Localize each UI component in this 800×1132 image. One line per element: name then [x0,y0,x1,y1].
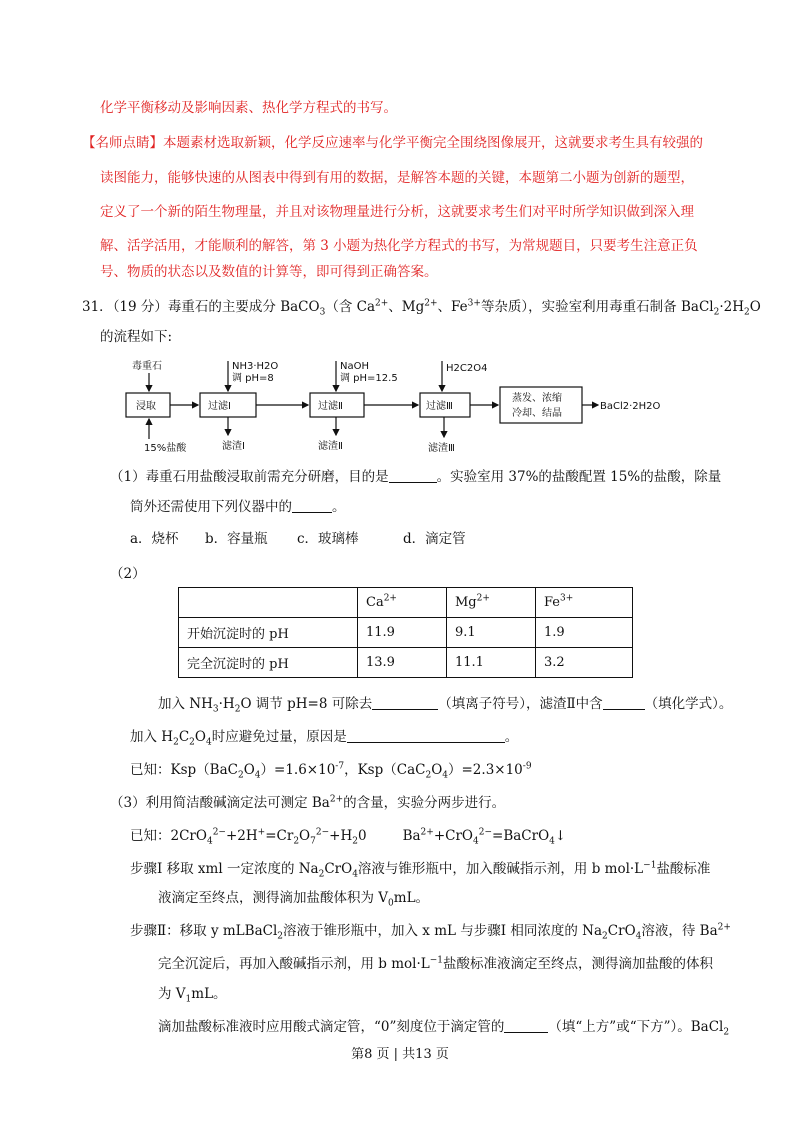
p1-option-b: b．容量瓶 [205,531,268,547]
process-flowchart [122,357,722,457]
p2-label: （2） [110,566,146,582]
flow-reagent2-a: NaOH [340,361,369,372]
p3-label: （3）利用简洁酸碱滴定法可测定 $Ba^{2+}$的含量，实验分两步进行。 [110,794,506,811]
flow-step-filter1-label: 过滤Ⅰ [208,401,231,412]
flow-acid-label: 15%盐酸 [144,443,187,454]
p3-known: 已知：$2CrO_4^{2-}+2H^+=Cr_2O_7^{2-}+H_20$ $Ba^{2+}+CrO_4^{2-}=BaCrO_4↓$ [130,827,567,847]
tip-tag: 【名师点睛】 [82,135,163,151]
p3-step1-line1: 步骤Ⅰ 移取 xml 一定浓度的 $Na_2CrO_4$溶液与锥形瓶中，加入酸碱指示剂，用 b $mol\cdot L^{-1}$盐酸标准 [130,860,711,880]
table-row: 开始沉淀时的 pH 11.9 9.1 1.9 [179,618,633,648]
analysis-tail: 化学平衡移动及影响因素、热化学方程式的书写。 [100,100,397,116]
p1-line2: 筒外还需使用下列仪器中的 。 [130,499,346,515]
flow-reagent2-b: 调 pH=12.5 [340,373,398,384]
flow-step-crystallize-a: 蒸发、浓缩 [512,393,562,404]
q31-intro: 31．（19 分）毒重石的主要成分 BaCO$_3$（含 $Ca^{2+}$、$Mg^{2+}$、$Fe^{3+}$等杂质），实验室利用毒重石制备 $BaCl_2\cdot 2H_2O$ [82,298,761,318]
page-footer: 第8 页 | 共13 页 [351,1047,449,1062]
table-row: 完全沉淀时的 pH 13.9 11.1 3.2 [179,648,633,678]
tip-line-2: 读图能力，能够快速的从图表中得到有用的数据，是解答本题的关键，本题第二小题为创新的题型， [100,170,694,186]
p3-step1-line2: 液滴定至终点，测得滴加盐酸体积为 $V_0mL$。 [158,890,430,909]
tip-line-3: 定义了一个新的陌生物理量，并且对该物理量进行分析，这就要求考生们对平时所学知识做到深入理 [100,204,694,220]
flow-raw-label: 毒重石 [132,361,162,372]
p2-known: 已知：$Ksp(BaC_2O_4)=1.6\times 10^{-7}$，$Ksp(CaC_2O_4)=2.3\times 10^{-9}$ [130,761,532,781]
table-header-mg: $Mg^{2+}$ [447,588,536,618]
flow-reagent1-a: NH3·H2O [232,361,279,372]
tip-line-1: 【名师点睛】本题素材选取新颖，化学反应速率与化学平衡完全围绕图像展开，这就要求考生具有较强的 [82,135,703,151]
flow-residue3: 滤渣Ⅲ [428,443,455,454]
q31-intro-line2: 的流程如下: [100,329,173,345]
p3-step2-line1: 步骤Ⅱ：移取 y mLBaCl$_2$溶液于锥形瓶中，加入 x mL 与步骤Ⅰ 相同浓度的 $Na_2CrO_4$溶液，待 $Ba^{2+}$ [130,922,731,942]
flow-residue1: 滤渣Ⅰ [222,441,245,452]
p2-line1: 加入 $NH_3\cdot H_2O$ 调节 pH=8 可除去 （填离子符号），滤渣Ⅱ中含 （填化学式）。 [158,696,733,715]
p1-option-d: d．滴定管 [403,531,466,547]
tip-line-4: 解、活学活用，才能顺利的解答，第 3 小题为热化学方程式的书写，为常规题目，只要考生注意正负 [100,238,698,254]
flow-residue2: 滤渣Ⅱ [318,441,343,452]
p1-line1: （1）毒重石用盐酸浸取前需充分研磨，目的是 。实验室用 37%的盐酸配置 15%的盐酸，除量 [110,469,722,485]
flow-step-filter3-label: 过滤Ⅲ [426,401,453,412]
table-header-row [179,588,633,618]
p3-step2-line2: 完全沉淀后，再加入酸碱指示剂，用 b $mol\cdot L^{-1}$盐酸标准液滴定至终点，测得滴加盐酸的体积 [158,955,714,972]
p3-step2-line3: 为 $V_1mL$。 [158,986,227,1005]
precipitation-ph-table [178,587,633,678]
p2-line2: 加入 $H_2C_2O_4$时应避免过量，原因是 。 [130,729,519,748]
flow-step-filter2-label: 过滤Ⅱ [318,401,343,412]
flow-reagent3: H2C2O4 [446,363,488,374]
flow-reagent1-b: 调 pH=8 [232,373,274,384]
table-header-ca: $Ca^{2+}$ [358,588,447,618]
tip-line-5: 号、物质的状态以及数值的计算等，即可得到正确答案。 [100,264,438,280]
p1-option-c: c．玻璃棒 [297,531,359,547]
flow-step-crystallize-b: 冷却、结晶 [512,408,562,419]
flow-step-leach-label: 浸取 [136,401,156,412]
p3-last-line: 滴加盐酸标准液时应用酸式滴定管，“0”刻度位于滴定管的 （填“上方”或“下方”）。BaCl$_2$ [158,1019,730,1038]
flow-product: BaCl2·2H2O [600,401,661,412]
p1-option-a: a．烧杯 [130,531,179,547]
table-header-fe: $Fe^{3+}$ [536,588,633,618]
